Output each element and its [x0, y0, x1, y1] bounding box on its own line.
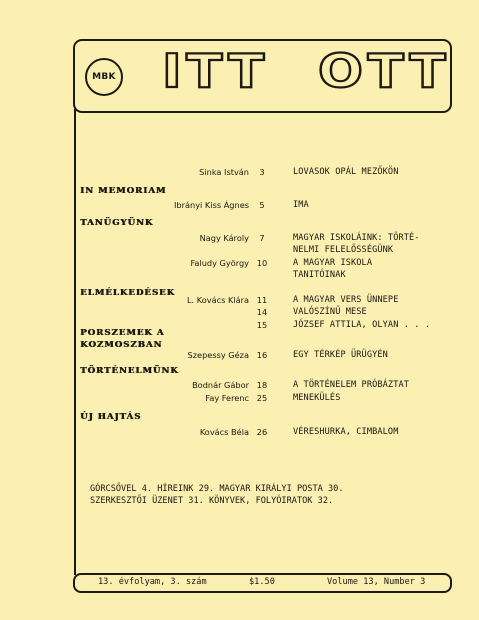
entry-title: JÓZSEF ATTILA, OLYAN . . . [293, 320, 431, 330]
footer-volume-hu: 13. évfolyam, 3. szám [98, 577, 207, 587]
entry-author: Bodnár Gábor [192, 380, 249, 390]
entry-title: IMA [293, 200, 309, 210]
entry-title: A MAGYAR VERS ÜNNEPE [293, 295, 399, 305]
misc-contents-line-2: SZERKESZTŐI ÜZENET 31. KÖNYVEK, FOLYÓIRATOK 32. [90, 496, 334, 506]
entry-page: 11 [256, 295, 268, 305]
section-heading: ELMÉLKEDÉSEK [80, 288, 175, 298]
entry-page: 25 [256, 393, 268, 403]
entry-page: 15 [256, 320, 268, 330]
entry-page: 3 [259, 167, 265, 177]
entry-title: A MAGYAR ISKOLA [293, 258, 373, 268]
section-heading: TÖRTÉNELMÜNK [80, 366, 179, 376]
entry-page: 26 [256, 427, 268, 437]
title-itt [162, 44, 269, 98]
title-ott [318, 44, 451, 98]
publisher-logo: MBK [85, 58, 123, 96]
entry-author: Sinka István [199, 167, 249, 177]
misc-contents-line-1: GÓRCSŐVEL 4. HÍREINK 29. MAGYAR KIRÁLYI POSTA 30. [90, 484, 344, 494]
section-heading: KOZMOSZBAN [80, 340, 163, 350]
entry-title-continued: NELMI FELELŐSSÉGÜNK [293, 245, 394, 255]
entry-author: Nagy Károly [199, 233, 249, 243]
entry-author: Ibrányi Kiss Ágnes [174, 200, 249, 210]
footer-price: $1.50 [249, 577, 275, 587]
entry-title: VALÓSZÍNŰ MESE [293, 307, 367, 317]
entry-author: Szepessy Géza [187, 350, 249, 360]
title-ott-text: OTT [318, 44, 451, 98]
entry-title: EGY TÉRKÉP ÜRÜGYÉN [293, 350, 388, 360]
entry-page: 16 [256, 350, 268, 360]
entry-title: MENEKÜLÉS [293, 393, 341, 403]
entry-author: L. Kovács Klára [186, 295, 249, 305]
section-heading: ÚJ HAJTÁS [80, 412, 142, 422]
section-heading: IN MEMORIAM [80, 186, 167, 196]
left-rule [74, 109, 76, 575]
title-itt-text: ITT [162, 44, 269, 98]
entry-page: 10 [256, 258, 268, 268]
section-heading: TANÜGYÜNK [80, 218, 154, 228]
entry-page: 14 [256, 307, 268, 317]
entry-title-continued: TANITÓINAK [293, 270, 346, 280]
entry-title: A TÖRTÉNELEM PRÓBÁZTAT [293, 380, 410, 390]
entry-page: 7 [259, 233, 265, 243]
entry-title: VÉRESHURKA, CIMBALOM [293, 427, 399, 437]
entry-page: 18 [256, 380, 268, 390]
entry-title: LOVASOK OPÁL MEZŐKÖN [293, 167, 399, 177]
section-heading: PORSZEMEK A [80, 328, 165, 338]
footer-volume-en: Volume 13, Number 3 [327, 577, 426, 587]
entry-title: MAGYAR ISKOLÁINK: TÖRTÉ- [293, 233, 420, 243]
entry-author: Fay Ferenc [205, 393, 249, 403]
entry-page: 5 [259, 200, 265, 210]
entry-author: Faludy György [190, 258, 249, 268]
entry-author: Kovács Béla [199, 427, 249, 437]
